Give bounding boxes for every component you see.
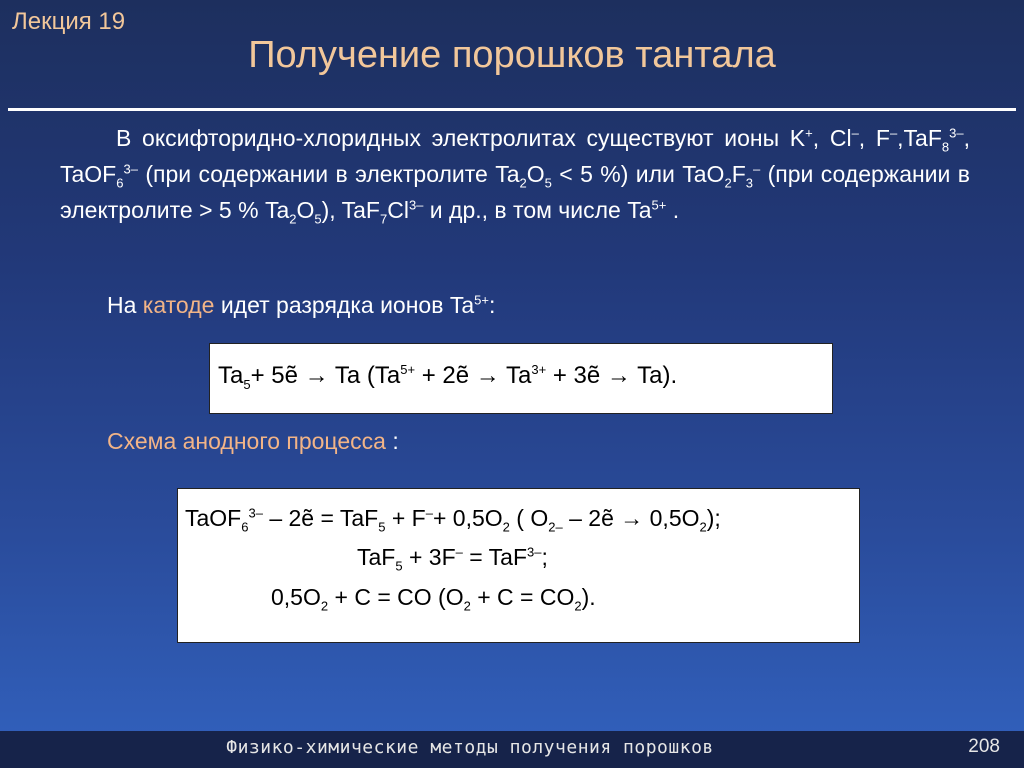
anode-scheme-heading: Схема анодного процесса :: [107, 428, 399, 454]
slide-title: Получение порошков тантала: [248, 34, 776, 76]
cathode-statement: На катоде идет разрядка ионов $Ta^{5+}$:: [107, 292, 496, 318]
anode-equations-box: [177, 488, 860, 643]
anode-equation-2: TaF$_5$ + 3F– = TaF$^{3-}$;: [357, 544, 548, 574]
anode-equation-3: $0,5O_2 + C$ = CO $(O_2 + C = CO_2)$.: [271, 584, 596, 614]
cathode-equation: $Ta_5+$ 5ẽ → Ta ($Ta^{5+}$ + 2ẽ → $Ta^{3+}$ + 3ẽ → Ta).: [218, 362, 678, 392]
title-divider: [8, 108, 1016, 111]
cathode-equation-box: [209, 343, 833, 414]
intro-paragraph: В оксифторидно-хлоридных электролитах существуют ионы K+, Cl–, F–,TaF$_8^{3-}$, TaOF$_6^{3-}$ (при содержании в электролите $Ta_2O_5 < 5$ %) или $TaO_2F_3^-$ (при содержании в электролите > 5 % $Ta_2O_5$), $TaF_7Cl^{3-}$ и др., в том числе $Ta^{5+}$ .: [60, 125, 970, 227]
lecture-label: Лекция 19: [12, 8, 126, 35]
footer-course-title: Физико-химические методы получения порошков: [226, 737, 714, 758]
cathode-keyword: катоде: [142, 292, 215, 318]
anode-equation-1: TaOF$_6^{3-}$ – 2ẽ = $TaF_5 + F^-+ 0,5O_2$ ( $O_{2-}$ – 2ẽ → $0,5O_2$);: [185, 505, 721, 535]
page-number: 208: [968, 736, 1000, 757]
